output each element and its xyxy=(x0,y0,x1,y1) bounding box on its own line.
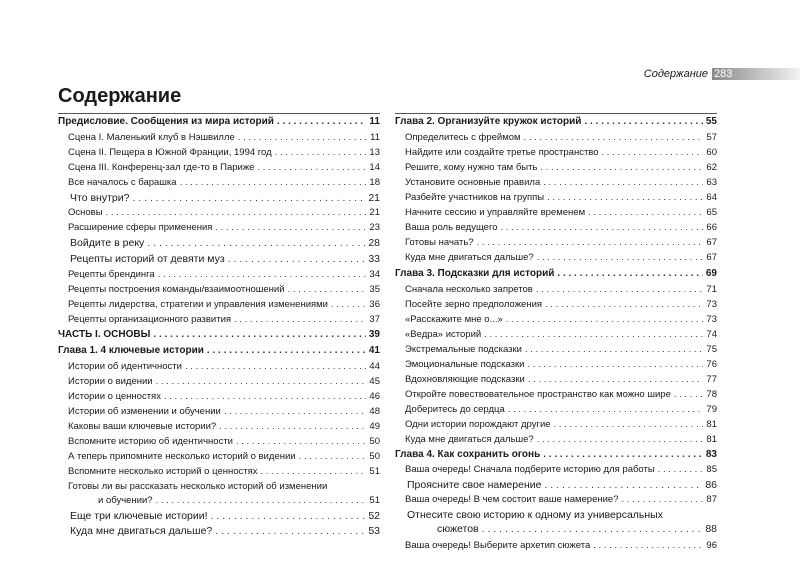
dot-leader xyxy=(215,222,366,234)
toc-entry[interactable] xyxy=(395,177,717,189)
dot-leader xyxy=(524,132,704,144)
toc-entry[interactable] xyxy=(58,436,380,448)
toc-entry-title: Куда мне двигаться дальше? xyxy=(405,252,534,263)
toc-entry[interactable] xyxy=(395,252,717,264)
dot-leader xyxy=(584,116,702,128)
toc-entry[interactable] xyxy=(395,434,717,446)
toc-entry-title: Вспомните историю об идентичности xyxy=(68,436,233,447)
dot-leader xyxy=(540,162,703,174)
toc-entry[interactable] xyxy=(58,510,380,522)
toc-entry-title: Доберитесь до сердца xyxy=(405,404,505,415)
toc-entry-title: Войдите в реку xyxy=(70,237,145,249)
toc-entry[interactable] xyxy=(395,237,717,249)
toc-entry[interactable] xyxy=(395,329,717,341)
dot-leader xyxy=(545,299,703,311)
toc-entry[interactable] xyxy=(58,421,380,433)
toc-entry-title: Что внутри? xyxy=(70,192,130,204)
dot-leader xyxy=(261,466,367,478)
dot-leader xyxy=(288,284,367,296)
toc-entry[interactable] xyxy=(395,222,717,234)
toc-entry[interactable] xyxy=(58,269,380,281)
toc-page-number: 48 xyxy=(369,406,380,417)
toc-entry-title: «Ведра» историй xyxy=(405,329,482,340)
toc-entry-title: Истории об идентичности xyxy=(68,361,182,372)
dot-leader xyxy=(180,177,367,189)
toc-entry[interactable] xyxy=(58,376,380,388)
toc-entry[interactable] xyxy=(58,162,380,174)
dot-leader xyxy=(207,345,366,357)
toc-entry[interactable] xyxy=(58,116,380,128)
toc-entry[interactable] xyxy=(58,284,380,296)
toc-page-number: 53 xyxy=(368,525,380,537)
dot-leader xyxy=(234,314,366,326)
dot-leader xyxy=(275,147,367,159)
toc-page-number: 28 xyxy=(368,237,380,249)
toc-page-number: 62 xyxy=(706,162,717,173)
toc-page-number: 21 xyxy=(368,192,380,204)
toc-entry[interactable] xyxy=(58,361,380,373)
toc-entry-title: Сначала несколько запретов xyxy=(405,284,533,295)
toc-entry[interactable] xyxy=(395,314,717,326)
dot-leader xyxy=(238,132,367,144)
toc-entry-title: Куда мне двигаться дальше? xyxy=(405,434,534,445)
toc-entry[interactable] xyxy=(58,451,380,463)
toc-entry[interactable] xyxy=(58,253,380,265)
dot-leader xyxy=(557,268,702,280)
toc-entry-title: Каковы ваши ключевые истории? xyxy=(68,421,217,432)
toc-entry[interactable] xyxy=(395,116,717,128)
toc-entry-title: Откройте повествовательное пространство как можно шире xyxy=(405,389,671,400)
dot-leader xyxy=(215,525,365,537)
toc-page-number: 11 xyxy=(370,132,380,143)
toc-entry[interactable] xyxy=(395,523,717,535)
toc-page-number: 85 xyxy=(706,464,717,475)
toc-page-number: 81 xyxy=(706,434,717,445)
toc-entry-title: Ваша роль ведущего xyxy=(405,222,498,233)
dot-leader xyxy=(219,421,366,433)
dot-leader xyxy=(228,253,366,265)
toc-entry[interactable] xyxy=(395,540,717,552)
toc-entry[interactable] xyxy=(58,132,380,144)
toc-entry-title: и обучении? xyxy=(98,495,153,506)
dot-leader xyxy=(543,177,703,189)
toc-page-number: 71 xyxy=(706,284,717,295)
toc-page-number: 79 xyxy=(706,404,717,415)
divider-right xyxy=(395,113,717,114)
toc-entry-title: Ваша очередь! Сначала подберите историю для работы xyxy=(405,464,655,475)
toc-entry-title: Расширение сферы применения xyxy=(68,222,213,233)
toc-page-number: 67 xyxy=(706,252,717,263)
toc-page-number: 41 xyxy=(368,345,380,356)
toc-page-number: 55 xyxy=(705,116,717,127)
toc-page-number: 13 xyxy=(369,147,380,158)
toc-entry[interactable] xyxy=(395,449,717,461)
dot-leader xyxy=(537,252,704,264)
toc-entry[interactable] xyxy=(395,268,717,280)
dot-leader xyxy=(593,540,703,552)
dot-leader xyxy=(164,391,366,403)
dot-leader xyxy=(477,237,704,249)
toc-page-number: 96 xyxy=(706,540,717,551)
toc-entry[interactable] xyxy=(395,207,717,219)
toc-entry-title: Экстремальные подсказки xyxy=(405,344,522,355)
toc-entry-title: Глава 2. Организуйте кружок историй xyxy=(395,116,582,127)
toc-page-number: 64 xyxy=(706,192,717,203)
toc-page-number: 69 xyxy=(705,268,717,279)
dot-leader xyxy=(537,434,704,446)
toc-entry-title: Сцена I. Маленький клуб в Нэшвилле xyxy=(68,132,235,143)
toc-entry-title: Определитесь с фреймом xyxy=(405,132,521,143)
page-number: 283 xyxy=(714,68,733,80)
toc-entry-title: Проясните свое намерение xyxy=(407,479,542,491)
dot-leader xyxy=(156,495,367,507)
toc-page-number: 23 xyxy=(369,222,380,233)
dot-leader xyxy=(674,389,704,401)
toc-entry[interactable] xyxy=(395,464,717,476)
toc-entry-title: ЧАСТЬ I. ОСНОВЫ xyxy=(58,329,151,340)
toc-entry-title: Эмоциональные подсказки xyxy=(405,359,525,370)
toc-page-number: 86 xyxy=(705,479,717,491)
toc-entry[interactable] xyxy=(58,299,380,311)
toc-entry-title: Истории о видении xyxy=(68,376,153,387)
toc-page-number: 81 xyxy=(706,419,717,430)
toc-entry-title: Рецепты организационного развития xyxy=(68,314,232,325)
toc-page-number: 39 xyxy=(368,329,380,340)
toc-entry[interactable] xyxy=(395,419,717,431)
toc-page-number: 78 xyxy=(706,389,717,400)
toc-page-number: 65 xyxy=(706,207,717,218)
toc-entry[interactable] xyxy=(395,162,717,174)
toc-entry[interactable] xyxy=(58,495,380,507)
toc-entry-title: Предисловие. Сообщения из мира историй xyxy=(58,116,274,127)
toc-page-number: 66 xyxy=(706,222,717,233)
toc-entry[interactable] xyxy=(58,329,380,341)
dot-leader xyxy=(658,464,704,476)
dot-leader xyxy=(602,147,704,159)
dot-leader xyxy=(185,361,366,373)
toc-page-number: 57 xyxy=(706,132,717,143)
toc-entry[interactable] xyxy=(395,147,717,159)
toc-entry[interactable] xyxy=(395,284,717,296)
divider-left xyxy=(58,113,380,114)
dot-leader xyxy=(211,510,366,522)
toc-entry[interactable] xyxy=(58,177,380,189)
toc-entry-title: Установите основные правила xyxy=(405,177,541,188)
toc-entry-title: «Расскажите мне о...» xyxy=(405,314,503,325)
toc-page-number: 37 xyxy=(369,314,380,325)
toc-entry[interactable] xyxy=(58,192,380,204)
toc-entry[interactable] xyxy=(395,389,717,401)
toc-page-number: 36 xyxy=(369,299,380,310)
toc-page-number: 74 xyxy=(706,329,717,340)
toc-entry[interactable] xyxy=(395,359,717,371)
toc-entry[interactable] xyxy=(395,404,717,416)
toc-page-number: 60 xyxy=(706,147,717,158)
dot-leader xyxy=(506,314,704,326)
dot-leader xyxy=(527,359,703,371)
toc-entry[interactable] xyxy=(395,374,717,386)
toc-entry[interactable] xyxy=(58,222,380,234)
toc-page-number: 83 xyxy=(705,449,717,460)
toc-page-number: 52 xyxy=(368,510,380,522)
dot-leader xyxy=(554,419,704,431)
toc-entry-title: Разбейте участников на группы xyxy=(405,192,545,203)
toc-entry[interactable] xyxy=(58,345,380,357)
dot-leader xyxy=(528,374,704,386)
toc-entry[interactable] xyxy=(58,466,380,478)
toc-entry-first-line: Отнесите свою историю к одному из универсальных xyxy=(407,509,663,521)
dot-leader xyxy=(547,192,703,204)
toc-entry-title: Готовы начать? xyxy=(405,237,474,248)
dot-leader xyxy=(257,162,366,174)
toc-page-number: 46 xyxy=(369,391,380,402)
toc-page-number: 35 xyxy=(369,284,380,295)
toc-entry-title: Глава 4. Как сохранить огонь xyxy=(395,449,541,460)
toc-entry-title: Сцена III. Конференц-зал где-то в Париже xyxy=(68,162,255,173)
toc-page-number: 88 xyxy=(705,523,717,535)
toc-page-number: 75 xyxy=(706,344,717,355)
toc-entry[interactable] xyxy=(58,406,380,418)
toc-entry-title: Рецепты построения команды/взаимоотношений xyxy=(68,284,285,295)
dot-leader xyxy=(543,449,703,461)
dot-leader xyxy=(224,406,367,418)
page-title: Содержание xyxy=(58,85,182,107)
toc-page-number: 21 xyxy=(369,207,380,218)
dot-leader xyxy=(153,329,365,341)
toc-page-number: 50 xyxy=(369,436,380,447)
toc-entry[interactable] xyxy=(395,192,717,204)
dot-leader xyxy=(482,523,703,535)
toc-entry-title: Ваша очередь! В чем состоит ваше намерение? xyxy=(405,494,619,505)
toc-entry[interactable] xyxy=(58,147,380,159)
toc-page-number: 51 xyxy=(369,495,380,506)
toc-entry-title: Истории об изменении и обучении xyxy=(68,406,221,417)
toc-page-number: 51 xyxy=(369,466,380,477)
dot-leader xyxy=(106,207,367,219)
dot-leader xyxy=(331,299,366,311)
toc-entry-title: Вдохновляющие подсказки xyxy=(405,374,525,385)
toc-entry-title: Начните сессию и управляйте временем xyxy=(405,207,586,218)
toc-entry-title: Глава 1. 4 ключевые истории xyxy=(58,345,204,356)
dot-leader xyxy=(525,344,703,356)
toc-entry[interactable] xyxy=(395,344,717,356)
toc-entry-title: Рецепты лидерства, стратегии и управления изменениями xyxy=(68,299,328,310)
dot-leader xyxy=(158,269,367,281)
dot-leader xyxy=(236,436,366,448)
toc-entry-title: Глава 3. Подсказки для историй xyxy=(395,268,555,279)
toc-page-number: 14 xyxy=(369,162,380,173)
dot-leader xyxy=(536,284,704,296)
toc-page-number: 33 xyxy=(368,253,380,265)
toc-page-number: 34 xyxy=(369,269,380,280)
toc-entry-title: А теперь припомните несколько историй о видении xyxy=(68,451,296,462)
toc-page-number: 67 xyxy=(706,237,717,248)
toc-page-number: 73 xyxy=(706,314,717,325)
toc-page-number: 77 xyxy=(706,374,717,385)
dot-leader xyxy=(622,494,704,506)
toc-entry-first-line: Готовы ли вы рассказать несколько историй об изменении xyxy=(68,481,328,492)
toc-entry-title: Рецепты историй от девяти муз xyxy=(70,253,225,265)
toc-entry-title: Основы xyxy=(68,207,103,218)
toc-entry-title: Все началось с барашка xyxy=(68,177,177,188)
toc-entry[interactable] xyxy=(58,391,380,403)
toc-page-number: 63 xyxy=(706,177,717,188)
dot-leader xyxy=(132,192,365,204)
toc-entry[interactable] xyxy=(58,237,380,249)
toc-entry-title: Найдите или создайте третье пространство xyxy=(405,147,599,158)
toc-page-number: 44 xyxy=(369,361,380,372)
dot-leader xyxy=(544,479,702,491)
toc-entry[interactable] xyxy=(395,494,717,506)
toc-page-number: 87 xyxy=(706,494,717,505)
toc-entry[interactable] xyxy=(58,314,380,326)
toc-entry-title: Сцена II. Пещера в Южной Франции, 1994 год xyxy=(68,147,272,158)
toc-entry-title: Вспомните несколько историй о ценностях xyxy=(68,466,258,477)
toc-page-number: 11 xyxy=(369,116,380,127)
dot-leader xyxy=(299,451,367,463)
toc-entry-title: Одни истории порождают другие xyxy=(405,419,551,430)
toc-page-number: 50 xyxy=(369,451,380,462)
toc-page-number: 45 xyxy=(369,376,380,387)
toc-entry-title: Истории о ценностях xyxy=(68,391,161,402)
toc-entry[interactable] xyxy=(58,207,380,219)
toc-entry-title: Посейте зерно предположения xyxy=(405,299,543,310)
toc-entry-title: Рецепты брендинга xyxy=(68,269,155,280)
toc-page-number: 76 xyxy=(706,359,717,370)
toc-page-number: 73 xyxy=(706,299,717,310)
toc-entry-title: сюжетов xyxy=(437,523,479,535)
toc-entry[interactable] xyxy=(395,479,717,491)
toc-entry[interactable] xyxy=(395,132,717,144)
dot-leader xyxy=(501,222,704,234)
dot-leader xyxy=(277,116,366,128)
dot-leader xyxy=(156,376,367,388)
toc-entry[interactable] xyxy=(395,299,717,311)
running-head-title: Содержание xyxy=(643,68,708,80)
toc-entry-title: Еще три ключевые истории! xyxy=(70,510,208,522)
toc-entry-title: Куда мне двигаться дальше? xyxy=(70,525,213,537)
dot-leader xyxy=(508,404,704,416)
toc-entry-title: Ваша очередь! Выберите архетип сюжета xyxy=(405,540,591,551)
dot-leader xyxy=(147,237,365,249)
dot-leader xyxy=(588,207,703,219)
running-head xyxy=(600,67,800,81)
toc-entry[interactable] xyxy=(58,525,380,537)
dot-leader xyxy=(484,329,703,341)
toc-page-number: 49 xyxy=(369,421,380,432)
toc-page-number: 18 xyxy=(369,177,380,188)
toc-entry-title: Решите, кому нужно там быть xyxy=(405,162,538,173)
